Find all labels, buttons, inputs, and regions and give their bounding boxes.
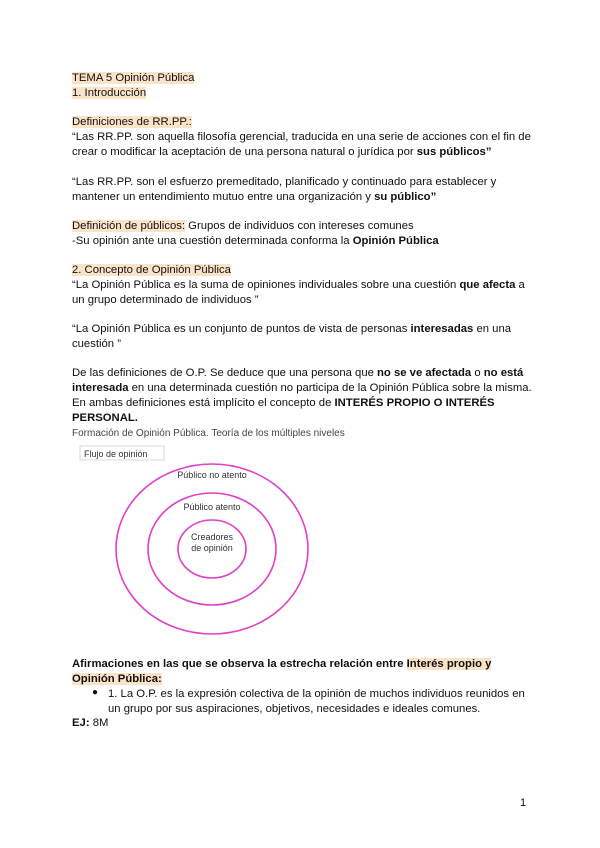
quote2-line2: mantener un entendimiento mutuo entre una organización y su público” <box>72 191 437 203</box>
bullet-line2: un grupo por sus aspiraciones, objetivos, necesidades e ideales comunes. <box>108 703 481 715</box>
bullet-icon: ● <box>92 687 99 698</box>
middle-label: Público atento <box>183 502 241 512</box>
definiciones-title: Definiciones de RR.PP.: <box>72 116 192 128</box>
concepto-quote1-line1: “La Opinión Pública es la suma de opiniones individuales sobre una cuestión que afecta a <box>72 279 525 291</box>
deduccion-line1: De las definiciones de O.P. Se deduce que una persona que no se ve afectada o no está <box>72 367 524 379</box>
concepto-quote1-line2: un grupo determinado de individuos ” <box>72 294 259 306</box>
publicos-line2: -Su opinión ante una cuestión determinada conforma la Opinión Pública <box>72 235 439 247</box>
quote2-line1: “Las RR.PP. son el esfuerzo premeditado, planificado y continuado para establecer y <box>72 176 497 188</box>
tema-title: TEMA 5 Opinión Pública <box>72 72 195 84</box>
publicos-definition: Definición de públicos: Grupos de individuos con intereses comunes <box>72 220 414 232</box>
diagram-title: Formación de Opinión Pública. Teoría de los múltiples niveles <box>72 428 345 439</box>
deduccion-line4: PERSONAL. <box>72 412 138 424</box>
flujo-label: Flujo de opinión <box>84 449 148 459</box>
intro-heading: 1. Introducción <box>72 87 147 99</box>
inner-label-line2: de opinión <box>191 543 233 553</box>
quote1-line1: “Las RR.PP. son aquella filosofía gerencial, traducida en una serie de acciones con el fin de <box>72 131 531 143</box>
outer-label: Público no atento <box>177 470 247 480</box>
afirmaciones-line2: Opinión Pública: <box>72 673 162 685</box>
page-number: 1 <box>520 797 527 809</box>
bullet-line1: 1. La O.P. es la expresión colectiva de la opinión de muchos individuos reunidos en <box>108 688 525 700</box>
concepto-quote2-line1: “La Opinión Pública es un conjunto de puntos de vista de personas interesadas en una <box>72 323 512 335</box>
opinion-levels-diagram <box>72 424 372 656</box>
deduccion-line3: En ambas definiciones está implícito el concepto de INTERÉS PROPIO O INTERÉS <box>72 397 495 409</box>
concepto-quote2-line2: cuestión ” <box>72 338 121 350</box>
concepto-title: 2. Concepto de Opinión Pública <box>72 264 231 276</box>
ej-line: EJ: 8M <box>72 717 109 729</box>
inner-label-line1: Creadores <box>190 532 234 542</box>
deduccion-line2: interesada en una determinada cuestión no participa de la Opinión Pública sobre la misma. <box>72 382 532 394</box>
quote1-line2: crear o modificar la aceptación de una persona natural o jurídica por sus públicos” <box>72 146 492 158</box>
afirmaciones-line1: Afirmaciones en las que se observa la estrecha relación entre Interés propio y <box>72 658 492 670</box>
